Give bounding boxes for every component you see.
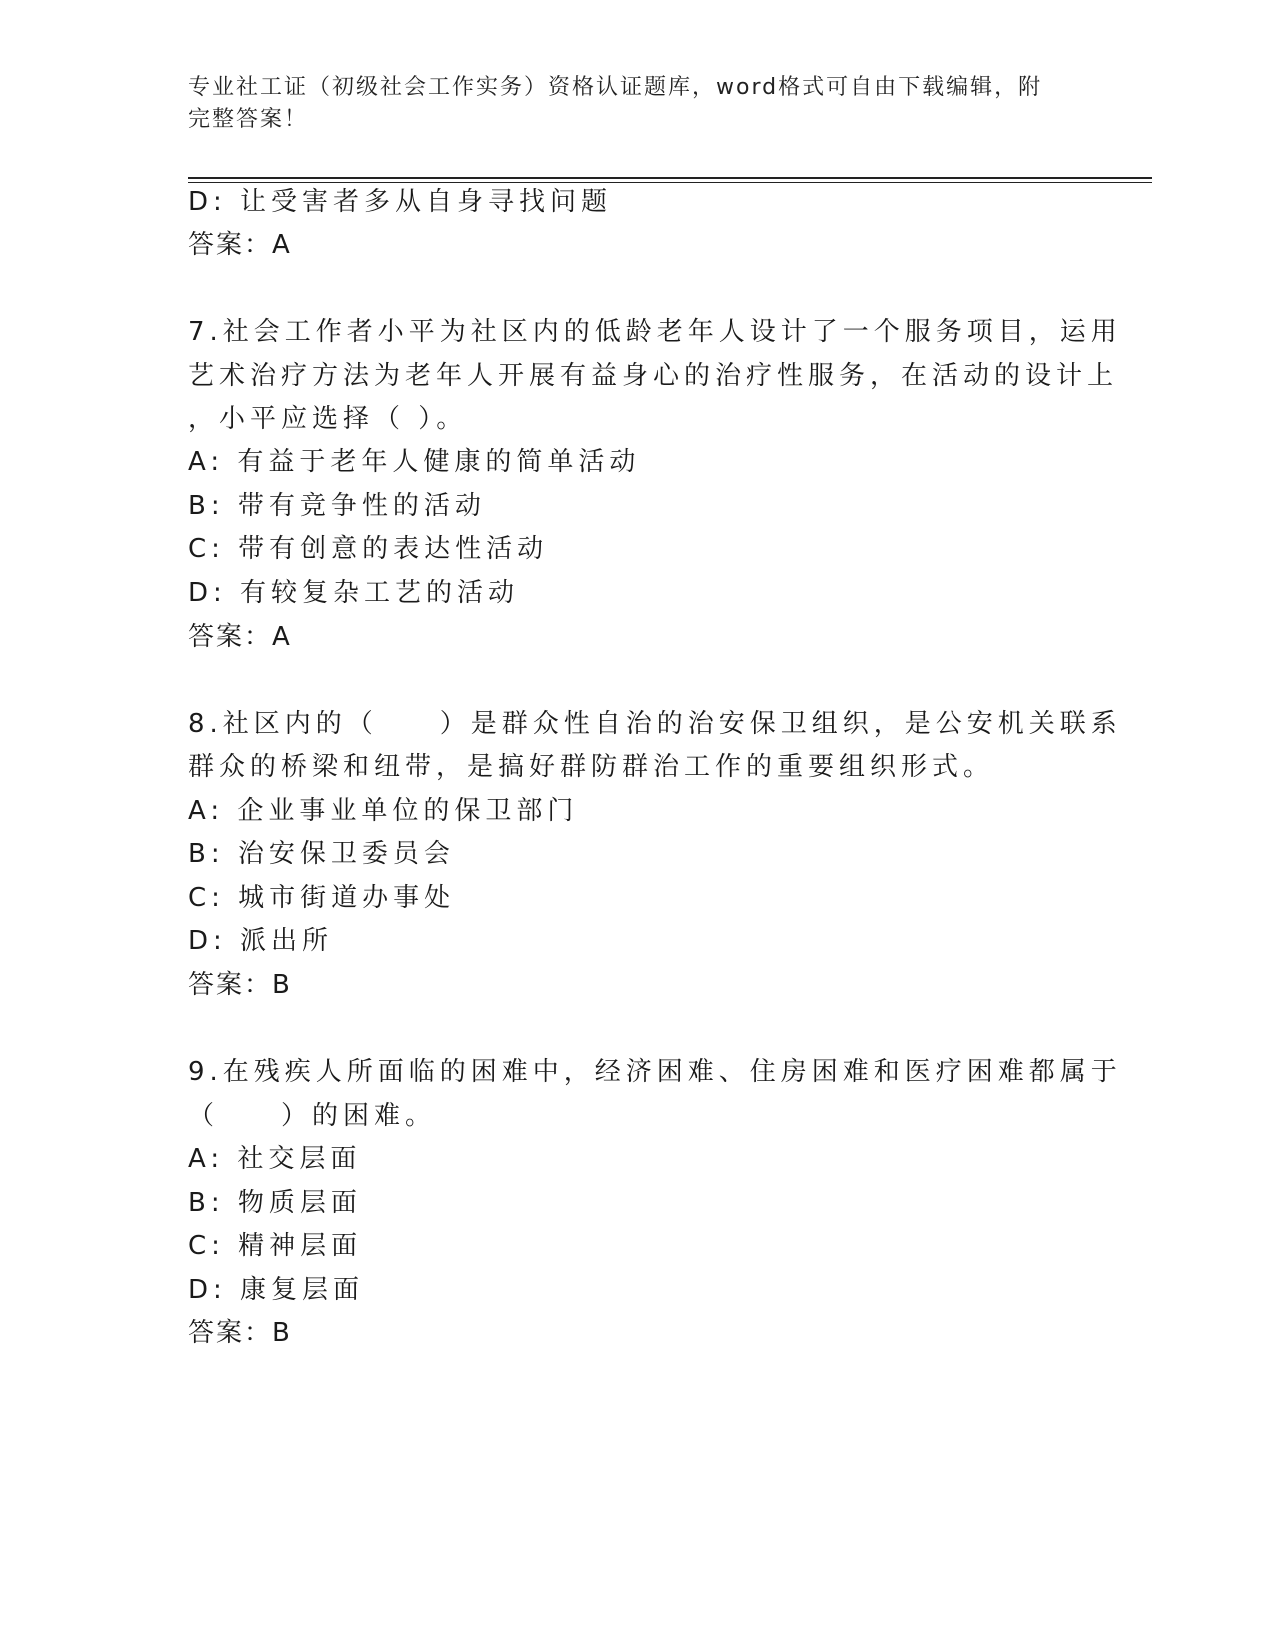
q6-answer: 答案：A [188, 230, 292, 260]
q9-stem-line-1: 9.在残疾人所面临的困难中，经济困难、住房困难和医疗困难都属于 [188, 1057, 1122, 1087]
q8-option-d: D: 派出所 [188, 926, 334, 956]
q8-stem-line-1: 8.社区内的（ ）是群众性自治的治安保卫组织，是公安机关联系 [188, 709, 1122, 739]
header-divider-thick [188, 177, 1152, 179]
q7-option-d: D: 有较复杂工艺的活动 [188, 578, 520, 608]
q8-option-a: A: 企业事业单位的保卫部门 [188, 796, 579, 826]
page-header [188, 72, 1068, 136]
q8-option-b: B: 治安保卫委员会 [188, 839, 455, 869]
q7-stem-line-2: 艺术治疗方法为老年人开展有益身心的治疗性服务，在活动的设计上 [188, 361, 1119, 391]
q7-stem-line-1: 7.社会工作者小平为社区内的低龄老年人设计了一个服务项目，运用 [188, 317, 1122, 347]
q9-option-b: B: 物质层面 [188, 1188, 362, 1218]
q9-option-a: A: 社交层面 [188, 1144, 362, 1174]
q9-option-c: C: 精神层面 [188, 1231, 363, 1261]
q9-stem-line-2: （ ）的困难。 [188, 1101, 437, 1131]
q7-answer: 答案：A [188, 622, 292, 652]
q7-option-b: B: 带有竞争性的活动 [188, 491, 486, 521]
q8-option-c: C: 城市街道办事处 [188, 883, 456, 913]
header-line-2: 完整答案！ [188, 107, 309, 132]
header-line-1: 专业社工证（初级社会工作实务）资格认证题库，word格式可自由下载编辑，附 [188, 75, 1043, 100]
q7-option-a: A: 有益于老年人健康的简单活动 [188, 447, 641, 477]
q6-option-d: D: 让受害者多从自身寻找问题 [188, 187, 613, 217]
q9-answer: 答案：B [188, 1318, 292, 1348]
q8-stem-line-2: 群众的桥梁和纽带，是搞好群防群治工作的重要组织形式。 [188, 752, 995, 782]
q7-stem-line-3: ，小平应选择（ ）。 [188, 404, 468, 434]
q8-answer: 答案：B [188, 970, 292, 1000]
header-divider-thin [188, 182, 1152, 183]
q9-option-d: D: 康复层面 [188, 1275, 365, 1305]
q7-option-c: C: 带有创意的表达性活动 [188, 534, 549, 564]
